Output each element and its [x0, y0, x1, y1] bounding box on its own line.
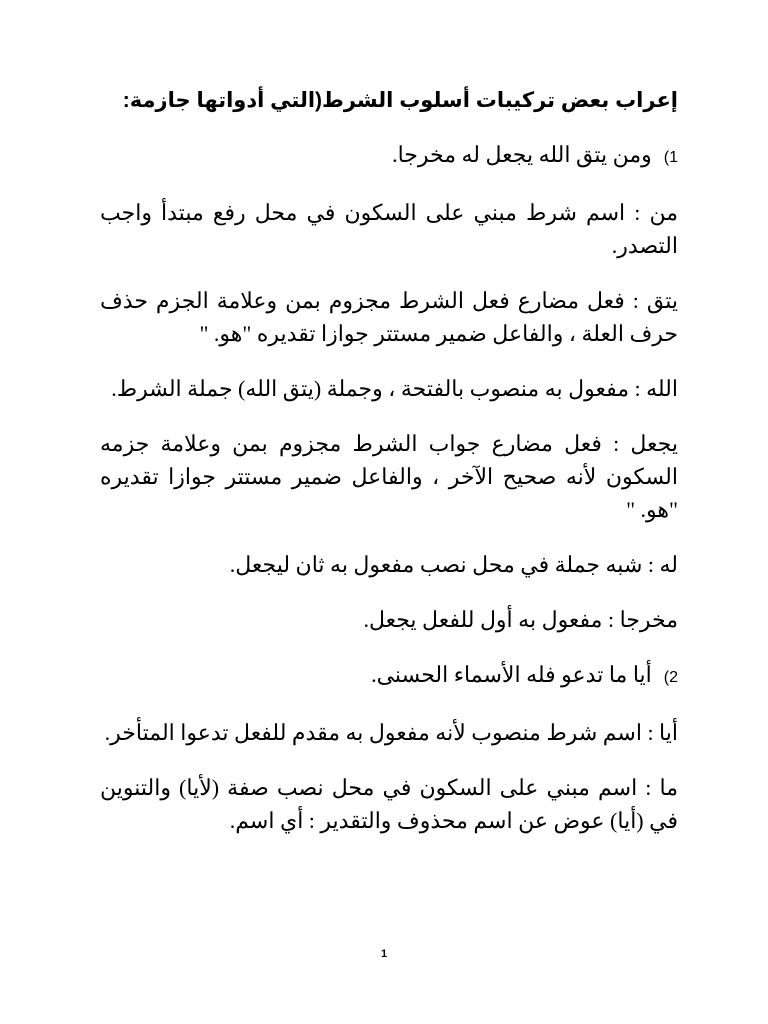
document-title: إعراب بعض تركيبات أسلوب الشرط(التي أدواتها جازمة:: [122, 89, 678, 112]
example-1: [100, 138, 678, 174]
paragraph-allah: الله : مفعول به منصوب بالفتحة ، وجملة (يتق الله) جملة الشرط.: [111, 376, 678, 401]
example-1-sentence: ومن يتق الله يجعل له مخرجا.: [392, 142, 652, 167]
document-body: [100, 84, 678, 859]
paragraph-ayyan: أيا : اسم شرط منصوب لأنه مفعول به مقدم للفعل تدعوا المتأخر.: [104, 720, 678, 745]
paragraph-man: من : اسم شرط مبني على السكون في محل رفع مبتدأ واجب التصدر.: [100, 200, 678, 258]
example-2-sentence: أيا ما تدعو فله الأسماء الحسنى.: [371, 662, 652, 687]
paragraph-yajal: يجعل : فعل مضارع جواب الشرط مجزوم بمن وعلامة جزمه السكون لأنه صحيح الآخر ، والفاعل ضمير مستتر جوازا تقديره "هو. ": [100, 431, 678, 522]
paragraph-lahu: له : شبه جملة في محل نصب مفعول به ثان ليجعل.: [229, 552, 678, 577]
paragraph-makhraja: مخرجا : مفعول به أول للفعل يجعل.: [363, 607, 678, 632]
example-2: [100, 658, 678, 694]
paragraph-yattaqi: يتق : فعل مضارع فعل الشرط مجزوم بمن وعلامة الجزم حذف حرف العلة ، والفاعل ضمير مستتر جوازا تقديره "هو. ": [100, 288, 678, 346]
page-number: 1: [380, 948, 388, 960]
example-2-number: 2): [663, 669, 678, 686]
example-1-number: 1): [663, 149, 678, 166]
paragraph-ma: ما : اسم مبني على السكون في محل نصب صفة (لأيا) والتنوين في (أيا) عوض عن اسم محذوف والتقدير : أي اسم.: [100, 775, 678, 833]
